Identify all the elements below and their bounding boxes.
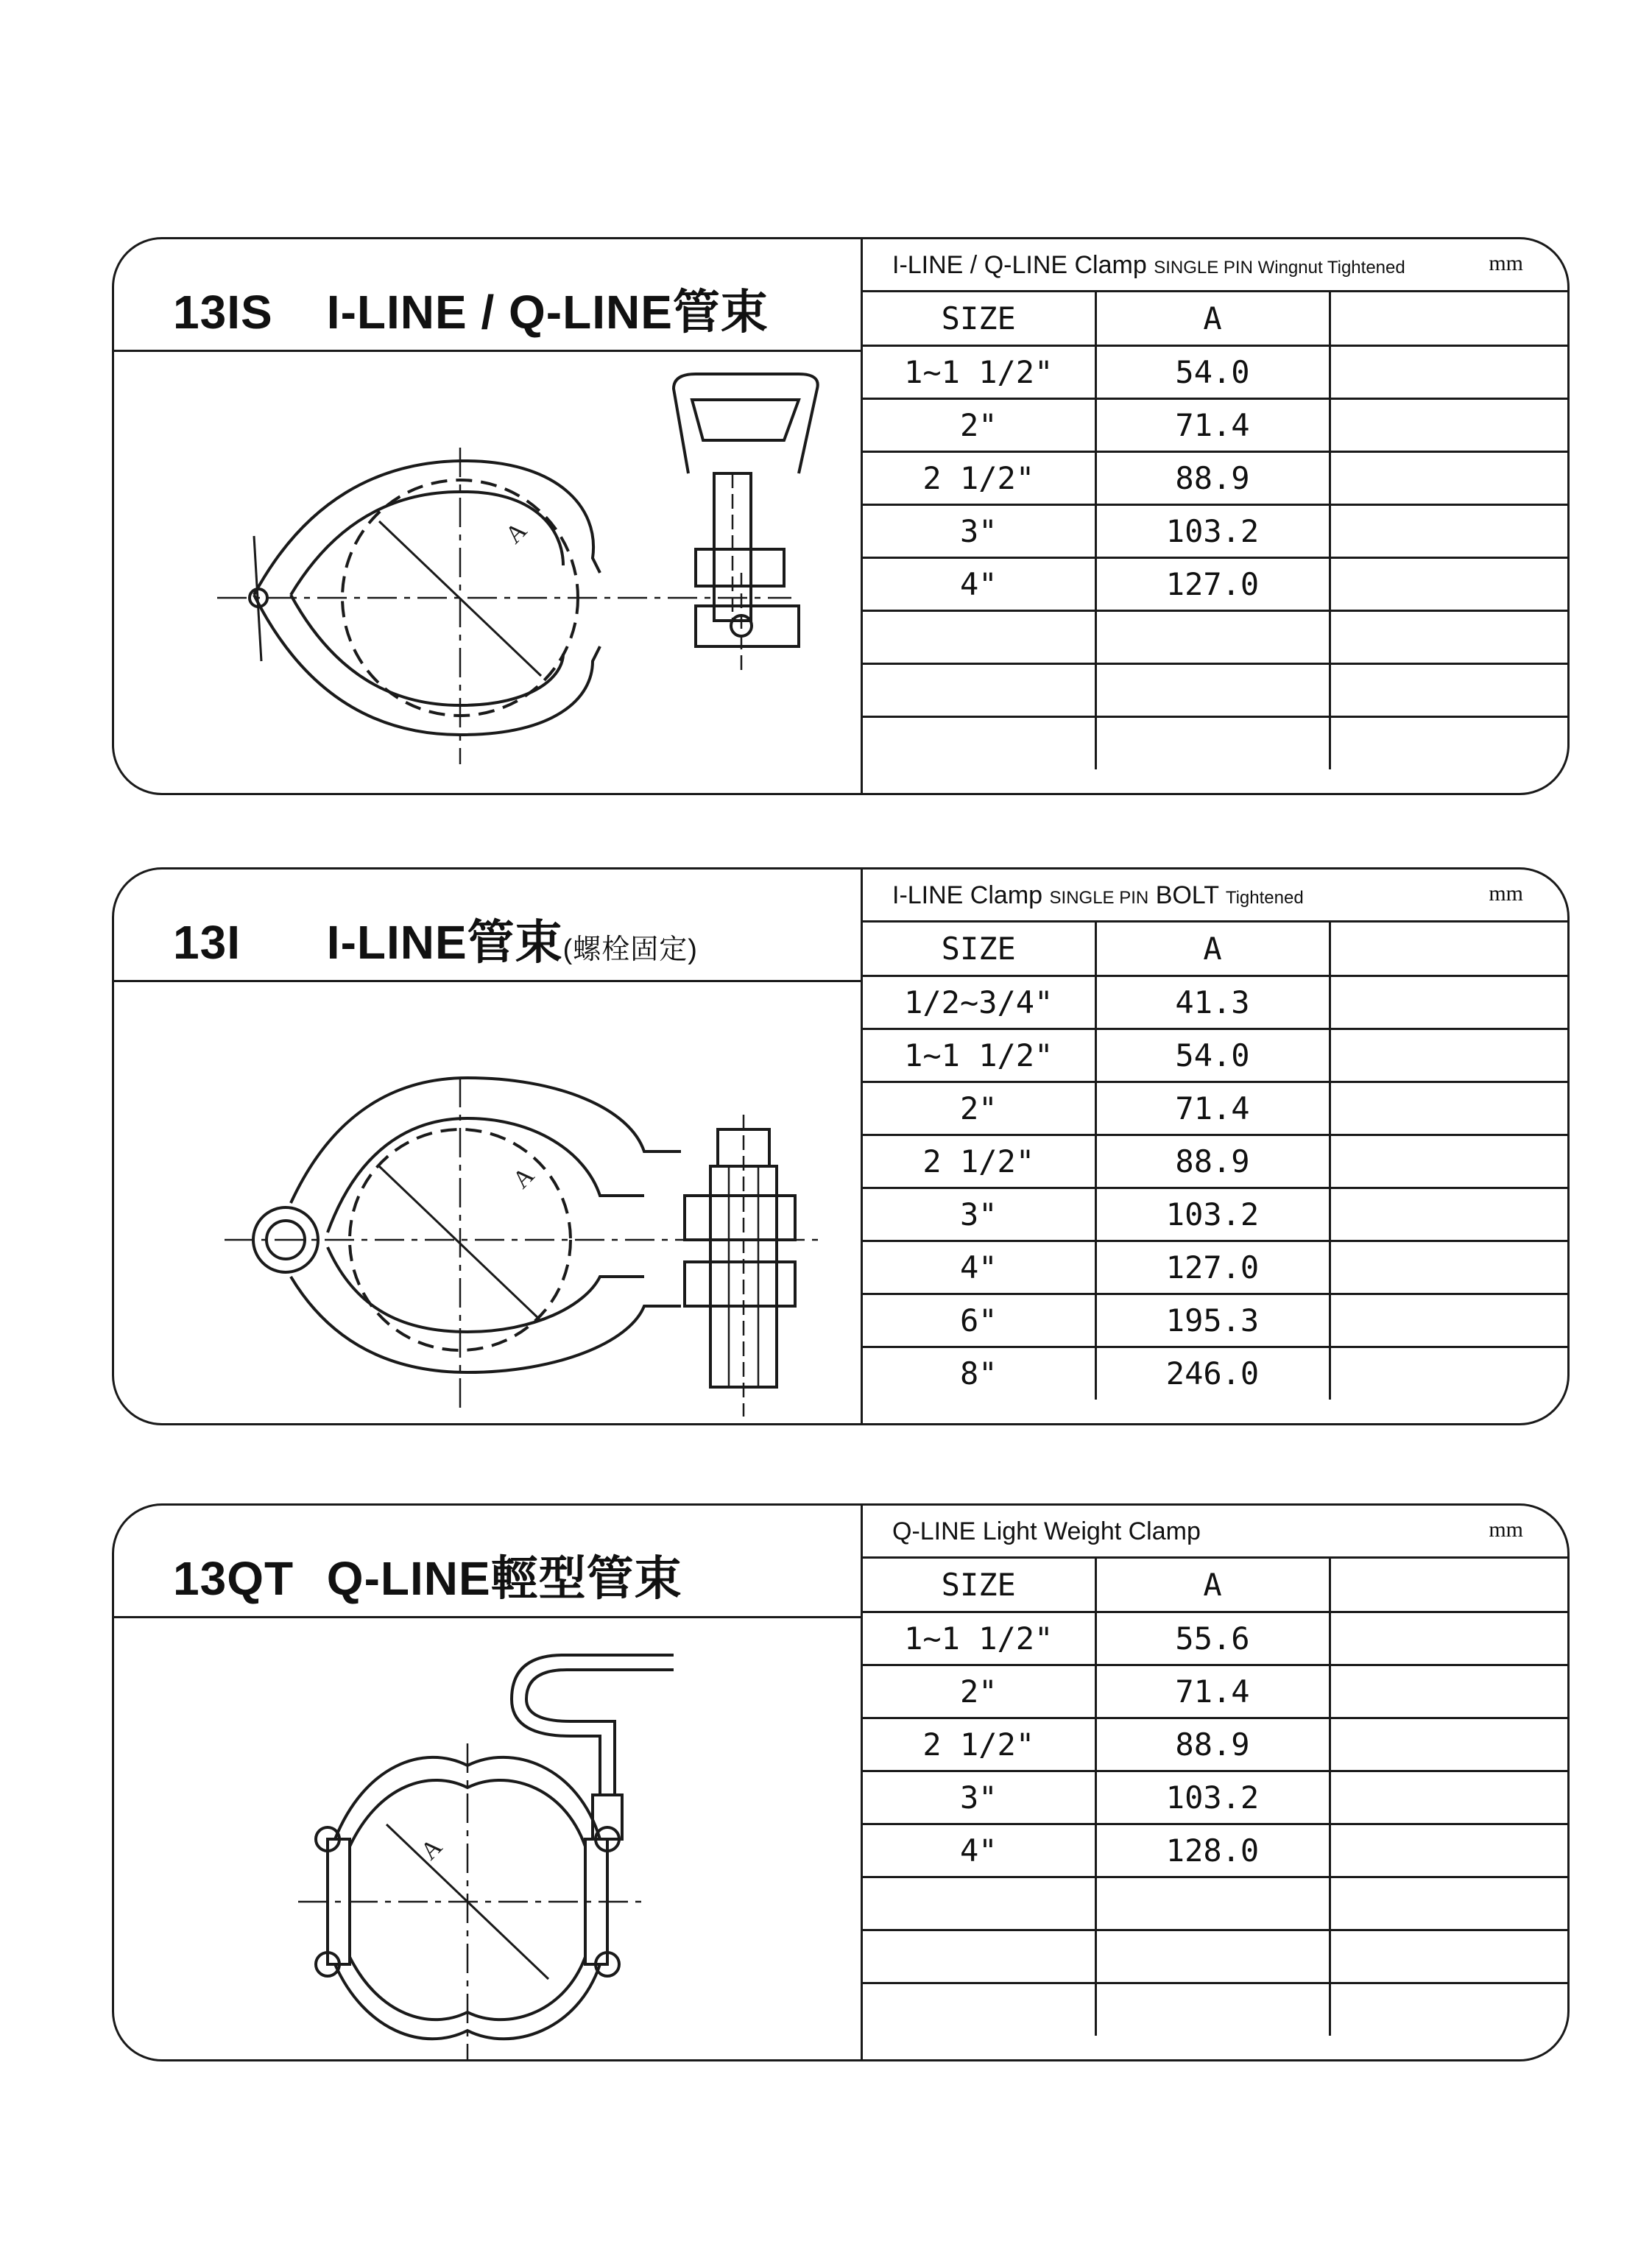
size-table (863, 292, 1567, 769)
cell-blank (1330, 1188, 1567, 1241)
cell-a: 103.2 (1095, 1188, 1330, 1241)
cell-a (1095, 663, 1330, 716)
header-size: SIZE (863, 923, 1095, 976)
cell-blank (1330, 345, 1567, 398)
spec-pane (863, 1506, 1567, 2059)
product-name-note: (螺栓固定) (562, 934, 698, 965)
table-row (863, 1294, 1567, 1347)
cell-blank (1330, 1294, 1567, 1347)
product-name: Q-LINE輕型管束 (326, 1552, 682, 1605)
spec-main: I-LINE Clamp (892, 881, 1043, 909)
cell-a (1095, 1877, 1330, 1930)
dimension-a-label: A (507, 1162, 540, 1194)
product-name: I-LINE / Q-LINE管束 (326, 286, 769, 339)
table-row (863, 1135, 1567, 1188)
cell-size: 8" (863, 1347, 1095, 1400)
cell-blank (1330, 1082, 1567, 1135)
cell-a (1095, 1983, 1330, 2036)
cell-size (863, 1983, 1095, 2036)
table-row (863, 1930, 1567, 1983)
cell-a: 71.4 (1095, 1665, 1330, 1718)
size-table (863, 923, 1567, 1400)
cell-size (863, 610, 1095, 663)
cell-a: 55.6 (1095, 1612, 1330, 1665)
table-row (863, 1082, 1567, 1135)
cell-size: 4" (863, 1824, 1095, 1877)
table-row (863, 663, 1567, 716)
cell-size: 2 1/2" (863, 451, 1095, 504)
table-row (863, 1983, 1567, 2036)
cell-blank (1330, 976, 1567, 1029)
table-row (863, 557, 1567, 610)
cell-blank (1330, 610, 1567, 663)
unit-label: mm (1489, 881, 1523, 906)
cell-size: 1/2~3/4" (863, 976, 1095, 1029)
product-name: I-LINE管束 (326, 916, 563, 969)
cell-size: 1~1 1/2" (863, 345, 1095, 398)
cell-size: 4" (863, 557, 1095, 610)
cell-blank (1330, 1771, 1567, 1824)
cell-a: 71.4 (1095, 1082, 1330, 1135)
spec-header (863, 239, 1567, 292)
cell-size: 1~1 1/2" (863, 1029, 1095, 1082)
table-row (863, 398, 1567, 451)
product-code: 13I (173, 916, 241, 969)
cell-blank (1330, 557, 1567, 610)
cell-a: 88.9 (1095, 451, 1330, 504)
table-row (863, 451, 1567, 504)
spec-title (892, 1517, 1201, 1546)
cell-size (863, 663, 1095, 716)
cell-size: 1~1 1/2" (863, 1612, 1095, 1665)
clamp-drawing-wingnut (114, 352, 861, 794)
cell-blank (1330, 1877, 1567, 1930)
cell-size (863, 716, 1095, 769)
header-a: A (1095, 923, 1330, 976)
cell-blank (1330, 398, 1567, 451)
spec-title (892, 881, 1304, 910)
section-title (173, 905, 698, 973)
cell-size: 2 1/2" (863, 1135, 1095, 1188)
unit-label: mm (1489, 251, 1523, 275)
cell-blank (1330, 1347, 1567, 1400)
cell-size: 2" (863, 398, 1095, 451)
cell-blank (1330, 1665, 1567, 1718)
table-row (863, 1665, 1567, 1718)
cell-blank (1330, 1135, 1567, 1188)
cell-blank (1330, 716, 1567, 769)
product-code: 13QT (173, 1552, 294, 1605)
spec-small: SINGLE PIN (1049, 888, 1149, 908)
card-left-pane (114, 870, 861, 1423)
cell-blank (1330, 1930, 1567, 1983)
table-row (863, 610, 1567, 663)
cell-a (1095, 716, 1330, 769)
cell-blank (1330, 1718, 1567, 1771)
dimension-a-label: A (500, 517, 533, 549)
cell-a: 54.0 (1095, 345, 1330, 398)
header-size: SIZE (863, 292, 1095, 345)
cell-a (1095, 610, 1330, 663)
table-row (863, 1188, 1567, 1241)
spec-pane (863, 870, 1567, 1423)
table-row (863, 1877, 1567, 1930)
cell-blank (1330, 1241, 1567, 1294)
cell-a: 41.3 (1095, 976, 1330, 1029)
unit-label: mm (1489, 1517, 1523, 1542)
cell-size: 2" (863, 1665, 1095, 1718)
spec-header (863, 1506, 1567, 1559)
table-row (863, 1029, 1567, 1082)
cell-blank (1330, 451, 1567, 504)
cell-a: 88.9 (1095, 1135, 1330, 1188)
table-row (863, 1612, 1567, 1665)
table-row (863, 716, 1567, 769)
cell-size: 2" (863, 1082, 1095, 1135)
dimension-a-label: A (415, 1833, 448, 1866)
cell-blank (1330, 1824, 1567, 1877)
cell-a: 128.0 (1095, 1824, 1330, 1877)
cell-blank (1330, 1029, 1567, 1082)
header-blank (1330, 1559, 1567, 1612)
table-row (863, 1347, 1567, 1400)
cell-size: 3" (863, 1771, 1095, 1824)
header-blank (1330, 292, 1567, 345)
spec-main: Q-LINE Light Weight Clamp (892, 1517, 1201, 1545)
spec-title (892, 251, 1405, 280)
cell-a: 54.0 (1095, 1029, 1330, 1082)
spec-header (863, 870, 1567, 923)
cell-a: 103.2 (1095, 1771, 1330, 1824)
clamp-card-13IS (112, 237, 1570, 795)
cell-blank (1330, 504, 1567, 557)
cell-blank (1330, 1612, 1567, 1665)
spec-main: I-LINE / Q-LINE Clamp (892, 251, 1147, 279)
cell-blank (1330, 1983, 1567, 2036)
table-row (863, 1241, 1567, 1294)
card-left-pane (114, 1506, 861, 2059)
header-blank (1330, 923, 1567, 976)
table-header-row (863, 292, 1567, 345)
cell-size (863, 1930, 1095, 1983)
spec-small: SINGLE PIN Wingnut Tightened (1154, 258, 1405, 278)
section-title (173, 275, 769, 342)
cell-size (863, 1877, 1095, 1930)
product-code: 13IS (173, 286, 273, 339)
cell-blank (1330, 663, 1567, 716)
cell-size: 6" (863, 1294, 1095, 1347)
clamp-drawing-light (114, 1618, 861, 2060)
cell-a: 127.0 (1095, 1241, 1330, 1294)
cell-a: 71.4 (1095, 398, 1330, 451)
header-a: A (1095, 1559, 1330, 1612)
cell-size: 2 1/2" (863, 1718, 1095, 1771)
clamp-card-13QT (112, 1503, 1570, 2061)
spec-bold: BOLT (1155, 881, 1219, 909)
table-row (863, 504, 1567, 557)
cell-a: 246.0 (1095, 1347, 1330, 1400)
spec-pane (863, 239, 1567, 793)
cell-a: 127.0 (1095, 557, 1330, 610)
card-left-pane (114, 239, 861, 793)
table-row (863, 1718, 1567, 1771)
table-row (863, 1824, 1567, 1877)
cell-a: 88.9 (1095, 1718, 1330, 1771)
cell-a (1095, 1930, 1330, 1983)
cell-size: 3" (863, 1188, 1095, 1241)
cell-size: 3" (863, 504, 1095, 557)
section-title (173, 1541, 682, 1609)
cell-size: 4" (863, 1241, 1095, 1294)
table-header-row (863, 923, 1567, 976)
table-row (863, 1771, 1567, 1824)
clamp-drawing-bolt (114, 982, 861, 1424)
clamp-card-13I (112, 867, 1570, 1425)
header-size: SIZE (863, 1559, 1095, 1612)
size-table (863, 1559, 1567, 2036)
table-row (863, 976, 1567, 1029)
header-a: A (1095, 292, 1330, 345)
table-header-row (863, 1559, 1567, 1612)
spec-tail: Tightened (1225, 888, 1304, 908)
table-row (863, 345, 1567, 398)
cell-a: 103.2 (1095, 504, 1330, 557)
cell-a: 195.3 (1095, 1294, 1330, 1347)
